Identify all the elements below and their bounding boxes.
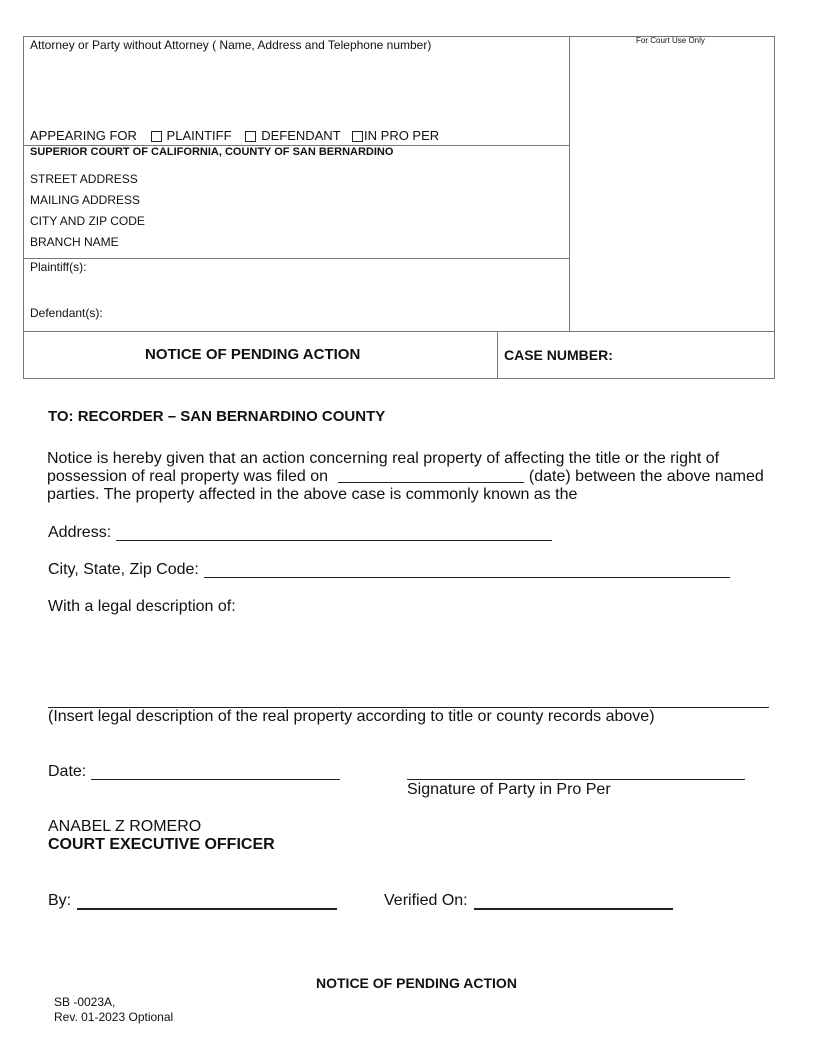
verified-on-label: Verified On: xyxy=(384,892,468,909)
signature-field[interactable] xyxy=(407,779,745,780)
address-field[interactable] xyxy=(116,540,552,541)
defendant-option-label: DEFENDANT xyxy=(261,128,341,143)
officer-name: ANABEL Z ROMERO xyxy=(48,818,202,835)
appearing-for-row xyxy=(30,128,439,143)
notice-text-2: (date) between the above named parties. The property affected in the above case is commonly known as the xyxy=(47,468,764,503)
footer-title: NOTICE OF PENDING ACTION xyxy=(316,975,517,991)
officer-title: COURT EXECUTIVE OFFICER xyxy=(48,836,275,853)
signature-label: Signature of Party in Pro Per xyxy=(407,781,611,798)
verified-on-field[interactable] xyxy=(474,908,673,910)
by-label: By: xyxy=(48,892,72,909)
plaintiff-option-label: PLAINTIFF xyxy=(166,128,232,143)
legal-description-instruction: (Insert legal description of the real property according to title or county records above) xyxy=(48,708,655,725)
form-revision: Rev. 01-2023 Optional xyxy=(54,1010,174,1024)
date-field[interactable] xyxy=(91,779,340,780)
branch-name-label: BRANCH NAME xyxy=(30,235,119,249)
plaintiff-checkbox[interactable] xyxy=(151,131,162,142)
divider-court xyxy=(23,258,569,259)
case-number-label: CASE NUMBER: xyxy=(504,347,613,363)
filed-date-field[interactable] xyxy=(338,468,524,483)
plaintiffs-label: Plaintiff(s): xyxy=(30,260,87,274)
date-label: Date: xyxy=(48,763,87,780)
form-title: NOTICE OF PENDING ACTION xyxy=(145,346,361,363)
address-label: Address: xyxy=(48,524,112,541)
notice-text-1: Notice is hereby given that an action concerning real property of affecting the title or the right of possession of real property was filed on xyxy=(47,450,720,485)
street-address-label: STREET ADDRESS xyxy=(30,172,138,186)
form-id: SB -0023A, xyxy=(54,995,116,1009)
pro-per-checkbox[interactable] xyxy=(352,131,363,142)
court-name: SUPERIOR COURT OF CALIFORNIA, COUNTY OF SAN BERNARDINO xyxy=(30,146,394,158)
city-state-zip-field[interactable] xyxy=(204,577,730,578)
defendants-label: Defendant(s): xyxy=(30,306,103,320)
divider-title xyxy=(23,331,775,332)
court-use-divider xyxy=(569,36,570,332)
attorney-label: Attorney or Party without Attorney ( Name, Address and Telephone number) xyxy=(30,38,432,52)
by-field[interactable] xyxy=(77,908,337,910)
city-state-zip-label: City, State, Zip Code: xyxy=(48,561,199,578)
court-use-label: For Court Use Only xyxy=(636,36,705,45)
appearing-for-label: APPEARING FOR xyxy=(30,128,137,143)
legal-description-label: With a legal description of: xyxy=(48,598,236,615)
pro-per-option-label: IN PRO PER xyxy=(364,128,440,143)
caption-box xyxy=(23,36,775,379)
mailing-address-label: MAILING ADDRESS xyxy=(30,193,141,207)
city-zip-label: CITY AND ZIP CODE xyxy=(30,214,145,228)
case-number-divider xyxy=(497,331,498,379)
to-recorder-line: TO: RECORDER – SAN BERNARDINO COUNTY xyxy=(48,408,386,425)
defendant-checkbox[interactable] xyxy=(245,131,256,142)
notice-paragraph xyxy=(47,450,772,504)
